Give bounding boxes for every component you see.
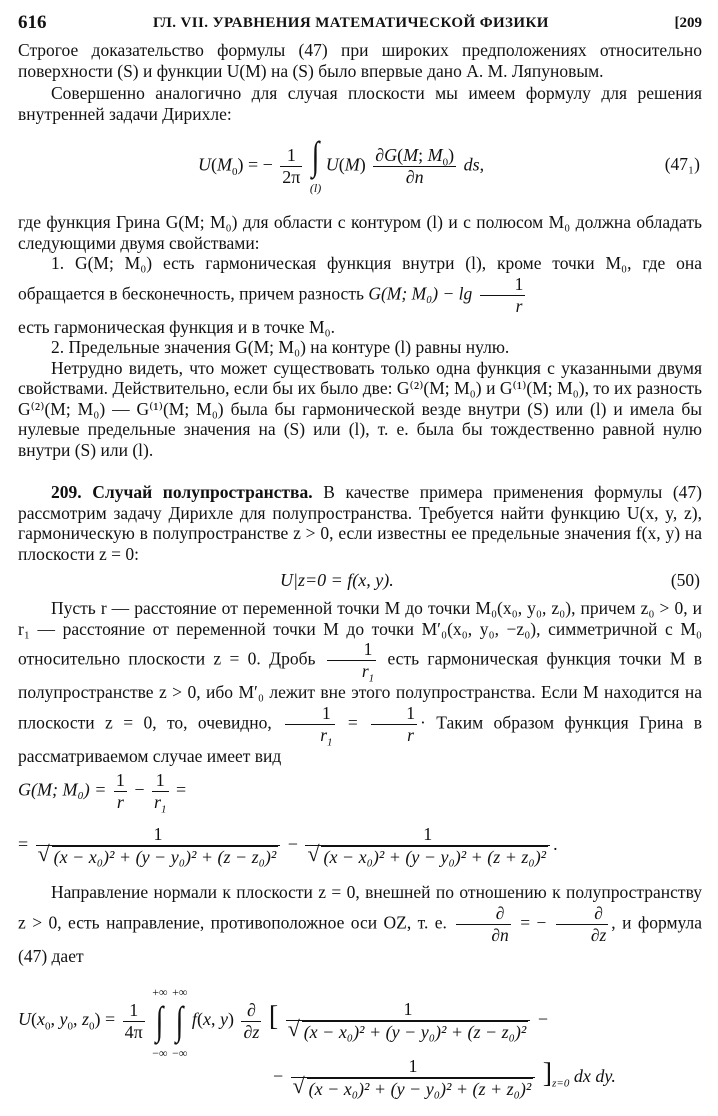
contour-label: (l) [309, 181, 322, 195]
equation-tag-50: (50) [670, 570, 700, 590]
page-number: 616 [18, 12, 47, 33]
paragraph-distances: Пусть r — расстояние от переменной точки M до точки M₀(x₀, y₀, z₀), причем z₀ > 0, и r₁ — расстояние от переменной точки M до точки M′₀(x₀, y₀, −z₀), симметричной с M₀ относительно плоскости z = 0. Дробь $\frac{1}{r_1}$ есть гармоническая функция точки M в полупространстве z > 0, ибо M′₀ лежит вне этого полупространства. Если M находится на плоскости z = 0, то, очевидно, $\frac{1}{r_1}$ = $\frac{1}{r}$ · Таким образом функция Грина в рассматриваемом случае имеет вид [18, 598, 703, 766]
normal-text: Направление нормали к плоскости z = 0, внешней по отношению к полупространству z > 0, есть направление, противоположное оси OZ, т. е. [18, 882, 702, 933]
property-1-end: есть гармоническая функция и в точке M₀. [18, 316, 335, 337]
property-1: 1. G(M; M₀) есть гармоническая функция внутри (l), кроме точки M₀, где она обращается в бесконечность, причем разность G(M; M₀) − lg $\frac{1}{r}$ [18, 253, 702, 316]
property-1-text: 1. G(M; M₀) есть гармоническая функция внутри (l), кроме точки M₀, где она обращается в бесконечность, причем разность [18, 253, 702, 304]
paragraph-normal: Направление нормали к плоскости z = 0, внешней по отношению к полупространству z > 0, есть направление, противоположное оси OZ, т. е. $\frac{\partial}{\partial n}$ = − $\frac{\partial}{\partial z}$ , и формула (47) дает [18, 882, 703, 966]
distances-text-3: Таким образом функция Грина в рассматриваемом случае имеет вид [18, 712, 703, 766]
equation-50-body: U|z=0 = f(x, y). [280, 570, 394, 590]
final-differential: dx dy. [573, 1066, 616, 1087]
equation-green-half-space: G(M; M₀) = $\frac{1}{r}$ − $\frac{1}{r_1}$ = = 1 √ (x − x₀)² + (y − y₀)² + (z − z₀)² − 1 √ (x − x₀)² + (y − y₀)² + (z + z₀)² . [18, 766, 702, 882]
equation-47-1: $U(M_0)$ = − $\frac{1}{2\pi}$ ∫ (l) U(M) $\frac{\partial G(M; M_0)}{\partial n}$ ds, (47₁) [198, 133, 700, 195]
paragraph-green-function: где функция Грина G(M; M₀) для области с контуром (l) и с полюсом M₀ должна обладать следующими двумя свойствами: [18, 212, 702, 253]
equation-50 [18, 564, 702, 598]
lower-limit-2: −∞ [172, 1046, 188, 1060]
lower-limit-1: −∞ [152, 1046, 168, 1060]
section-title: 209. Случай полупространства. [51, 482, 313, 502]
upper-limit-1: +∞ [152, 985, 168, 999]
lg-term: G(M; M₀) − lg [368, 283, 473, 304]
upper-limit-2: +∞ [172, 985, 188, 999]
running-title: ГЛ. VII. УРАВНЕНИЯ МАТЕМАТИЧЕСКОЙ ФИЗИКИ [153, 15, 549, 31]
sqrt-term-1: (x − x₀)² + (y − y₀)² + (z − z₀)² [53, 847, 277, 867]
section-reference: [209 [674, 15, 702, 31]
sqrt-term-3: (x − x₀)² + (y − y₀)² + (z − z₀)² [303, 1022, 527, 1042]
green-lhs: G(M; M₀) = [18, 779, 107, 800]
sqrt-term-2: (x − x₀)² + (y − y₀)² + (z + z₀)² [323, 847, 547, 867]
paragraph-lyapunov: Строгое доказательство формулы (47) при широких предположениях относительно поверхности (S) и функции U(M) на (S) было впервые дано А. М. Ляпуновым. [18, 40, 702, 81]
page-header [18, 10, 702, 40]
distances-text: Пусть r — расстояние от переменной точки M до точки M₀(x₀, y₀, z₀), причем z₀ > 0, и r₁ — расстояние от переменной точки M до точки M′₀(x₀, y₀, −z₀), симметричной с M₀ относительно плоскости z = 0. Дробь [18, 598, 702, 669]
half-space-text: В качестве примера применения формулы (47) рассмотрим задачу Дирихле для полупространства. Требуется найти функцию U(x, y, z), гармоническую в полупространстве z > 0, если известны ее предельные значения f(x, y) на плоскости z = 0: [18, 482, 702, 564]
paragraph-uniqueness: Нетрудно видеть, что может существовать только одна функция с указанными двумя свойствами. Действительно, если бы их было две: G⁽²⁾(M; M₀) и G⁽¹⁾(M; M₀), то их разность G⁽²⁾(M; M₀) — G⁽¹⁾(M; M₀) была бы гармонической везде внутри (S) или (l) и имела бы нулевые предельные значения на (S) или (l), т. е. была бы тождественно равной нулю внутри (S) или (l). [18, 357, 702, 460]
equation-tag-47-1: (47₁) [664, 154, 700, 174]
paragraph-plane-case: Совершенно аналогично для случая плоскости мы имеем формулу для решения внутренней задачи Дирихле: [18, 83, 702, 124]
normal-text-2: , и формула (47) дает [18, 912, 703, 966]
sqrt-term-4: (x − x₀)² + (y − y₀)² + (z + z₀)² [308, 1079, 532, 1099]
distances-text-2: есть гармоническая функция точки M в полупространстве z > 0, ибо M′₀ лежит вне этого полупространства. Если M находится на плоскости z = 0, то, очевидно, [18, 648, 703, 733]
paragraph-half-space [18, 482, 702, 564]
equation-final: $U(x_0$, $y_0$, $z_0$) = $\frac{1}{4\pi}$ +∞ ∫ −∞ +∞ ∫ −∞ f(x, y) $\frac{\partial}{\partial z}$ [ 1 √ (x − x₀)² + (y − y₀)² + (z − z₀)² − − 1 √ (x − x₀)² + (y − y₀)² + (z + z₀)² ]$_{z=0}$ dx dy. [18, 966, 702, 1116]
property-2: 2. Предельные значения G(M; M₀) на контуре (l) равны нулю. [51, 337, 510, 357]
page [18, 10, 702, 1116]
